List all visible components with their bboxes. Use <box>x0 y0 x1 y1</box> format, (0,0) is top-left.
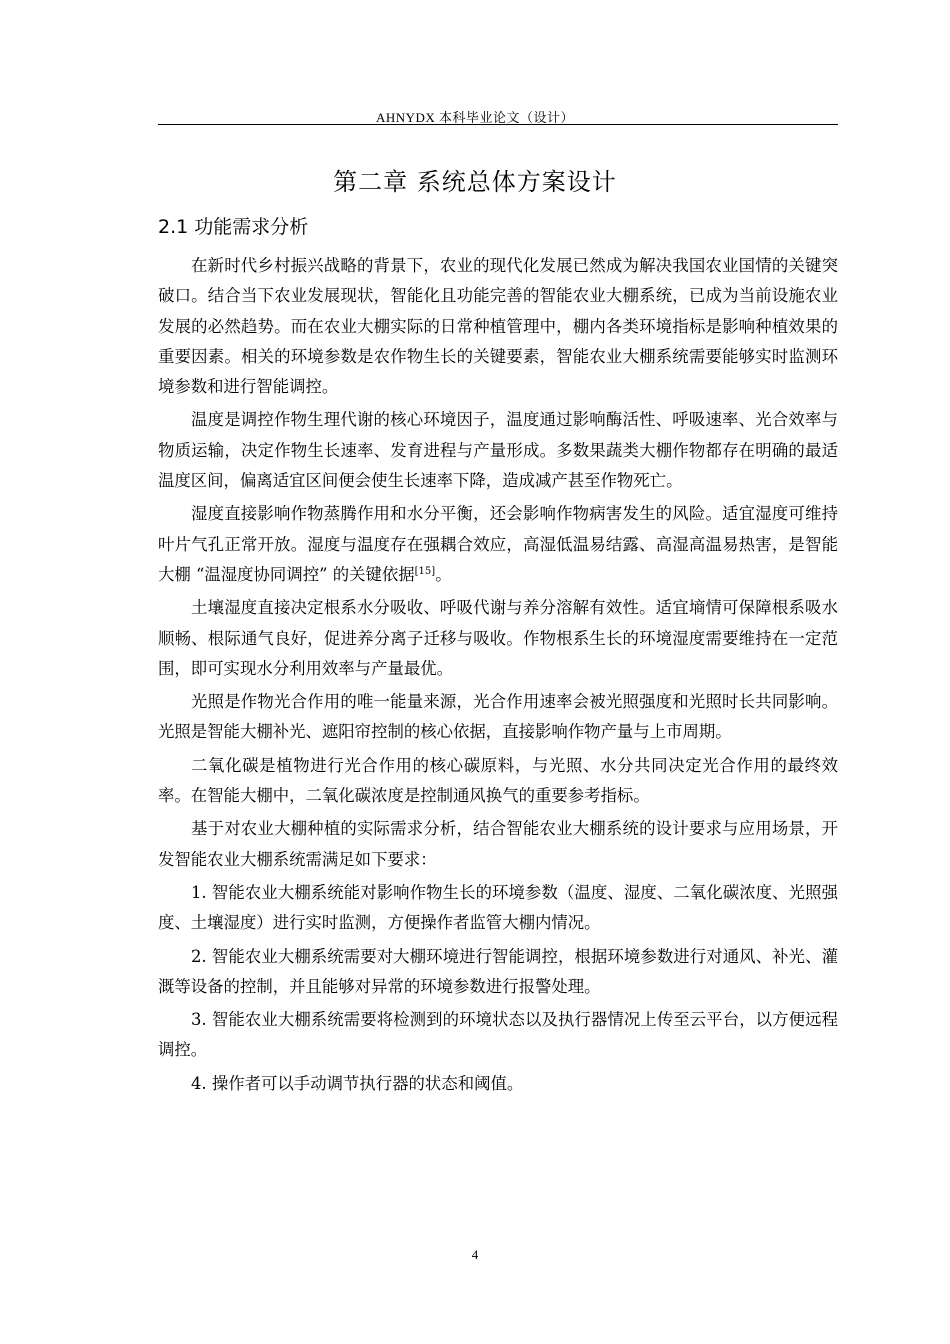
paragraph-soil-moisture: 土壤湿度直接决定根系水分吸收、呼吸代谢与养分溶解有效性。适宜墒情可保障根系吸水顺畅、根际通气良好，促进养分离子迁移与吸收。作物根系生长的环境湿度需要维持在一定范围，即可实现水分利用效率与产量最优。 <box>158 598 838 678</box>
requirement-item-2: 2. 智能农业大棚系统需要对大棚环境进行智能调控，根据环境参数进行对通风、补光、灌溉等设备的控制，并且能够对异常的环境参数进行报警处理。 <box>158 946 838 996</box>
section-title: 2.1 功能需求分析 <box>158 216 309 238</box>
page-header: AHNYDX 本科毕业论文（设计） <box>375 110 575 125</box>
paragraph-co2: 二氧化碳是植物进行光合作用的核心碳原料，与光照、水分共同决定光合作用的最终效率。在智能大棚中，二氧化碳浓度是控制通风换气的重要参考指标。 <box>158 755 838 806</box>
requirement-item-1: 1. 智能农业大棚系统能对影响作物生长的环境参数（温度、湿度、二氧化碳浓度、光照强度、土壤湿度）进行实时监测，方便操作者监管大棚内情况。 <box>158 882 838 933</box>
paragraph-temperature: 温度是调控作物生理代谢的核心环境因子，温度通过影响酶活性、呼吸速率、光合效率与物质运输，决定作物生长速率、发育进程与产量形成。多数果蔬类大棚作物都存在明确的最适温度区间，偏离适宜区间便会使生长速率下降，造成减产甚至作物死亡。 <box>158 410 838 491</box>
paragraph-light: 光照是作物光合作用的唯一能量来源，光合作用速率会被光照强度和光照时长共同影响。光照是智能大棚补光、遮阳帘控制的核心依据，直接影响作物产量与上市周期。 <box>158 692 838 742</box>
paragraph-requirements-intro: 基于对农业大棚种植的实际需求分析，结合智能农业大棚系统的设计要求与应用场景，开发智能农业大棚系统需满足如下要求： <box>158 819 838 869</box>
requirement-item-4: 4. 操作者可以手动调节执行器的状态和阈值。 <box>191 1073 524 1093</box>
header-divider <box>158 124 838 125</box>
citation-ref[interactable]: [15] <box>414 565 436 577</box>
paragraph-humidity-text: 湿度直接影响作物蒸腾作用和水分平衡，还会影响作物病害发生的风险。适宜湿度可维持叶片气孔正常开放。湿度与温度存在强耦合效应，高湿低温易结露、高湿高温易热害，是智能大棚 “温湿度协同调控” 的关键依据 <box>158 504 838 584</box>
paragraph-intro: 在新时代乡村振兴战略的背景下，农业的现代化发展已然成为解决我国农业国情的关键突破口。结合当下农业发展现状，智能化且功能完善的智能农业大棚系统，已成为当前设施农业发展的必然趋势。而在农业大棚实际的日常种植管理中，棚内各类环境指标是影响种植效果的重要因素。相关的环境参数是农作物生长的关键要素，智能农业大棚系统需要能够实时监测环境参数和进行智能调控。 <box>158 256 838 397</box>
page-number: 4 <box>471 1247 479 1262</box>
paragraph-humidity-tail: 。 <box>435 564 452 584</box>
requirement-item-3: 3. 智能农业大棚系统需要将检测到的环境状态以及执行器情况上传至云平台，以方便远程调控。 <box>158 1010 838 1060</box>
body-text <box>158 251 838 1102</box>
paragraph-humidity <box>158 499 838 590</box>
chapter-title: 第二章 系统总体方案设计 <box>333 168 617 196</box>
